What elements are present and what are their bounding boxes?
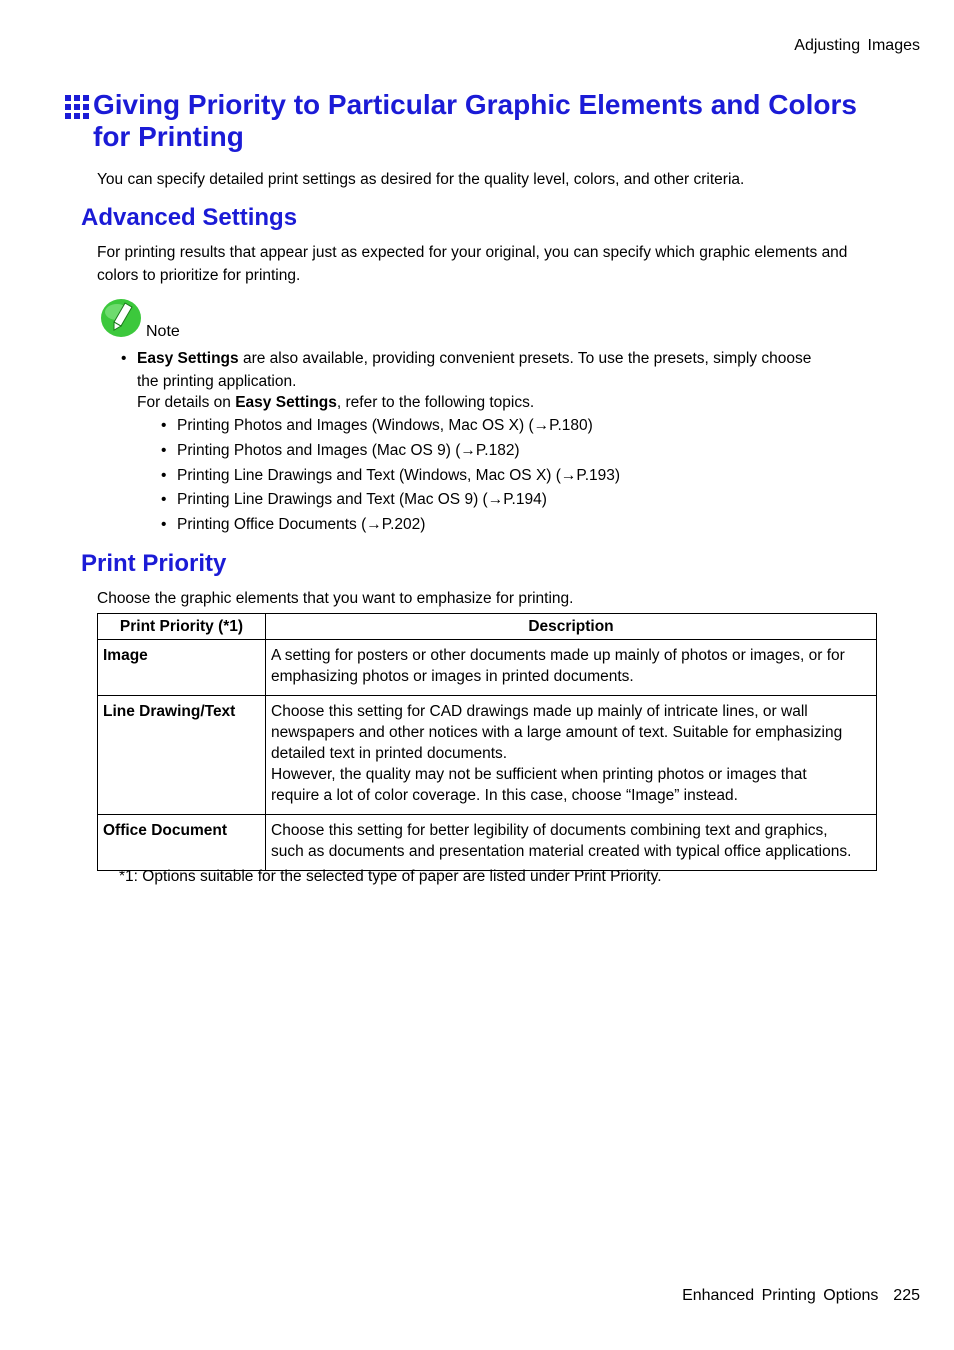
- topic-link[interactable]: Printing Photos and Images (Windows, Mac OS X) (→P.180): [177, 417, 593, 434]
- bullet: •: [161, 491, 167, 509]
- details-suffix: , refer to the following topics.: [336, 394, 535, 411]
- description-line: newspapers and other notices with a large amount of text. Suitable for emphasizing: [271, 724, 843, 741]
- table-row: [98, 815, 877, 871]
- list-item[interactable]: [161, 439, 620, 464]
- topic-link[interactable]: Printing Office Documents (→P.202): [177, 516, 426, 534]
- page-number: 225: [893, 1287, 920, 1304]
- intro-paragraph: You can specify detailed print settings as desired for the quality level, colors, and other criteria.: [97, 171, 745, 188]
- note-bullet-line-1: [121, 347, 881, 370]
- table-footnote: *1: Options suitable for the selected type of paper are listed under Print Priority.: [119, 868, 662, 885]
- easy-settings-term: Easy Settings: [137, 350, 239, 367]
- grid-squares-icon: [65, 95, 89, 119]
- list-item[interactable]: [161, 414, 620, 439]
- priority-name: Image: [98, 640, 266, 696]
- description-line: Choose this setting for better legibility of documents combining text and graphics,: [271, 822, 828, 839]
- description-line: require a lot of color coverage. In this case, choose “Image” instead.: [271, 787, 738, 804]
- topic-link[interactable]: Printing Line Drawings and Text (Mac OS 9) (→P.194): [177, 491, 547, 509]
- description-line: such as documents and presentation material created with typical office applications.: [271, 843, 852, 860]
- description-line: detailed text in printed documents.: [271, 745, 508, 762]
- bullet: •: [161, 466, 167, 484]
- table-row: [98, 640, 877, 696]
- bullet: •: [121, 350, 127, 367]
- note-details-line: [137, 391, 534, 414]
- advanced-body-line-2: colors to prioritize for printing.: [97, 267, 301, 284]
- details-prefix: For details on: [137, 394, 236, 411]
- advanced-settings-heading: Advanced Settings: [81, 204, 298, 231]
- list-item[interactable]: [161, 513, 620, 538]
- note-bullet-line-2: the printing application.: [137, 373, 297, 390]
- pencil-note-icon: [100, 298, 142, 338]
- topic-link[interactable]: Printing Line Drawings and Text (Windows, Mac OS X) (→P.193): [177, 466, 621, 484]
- priority-name: Office Document: [98, 815, 266, 871]
- description-line: However, the quality may not be sufficient when printing photos or images that: [271, 766, 807, 783]
- note-label: Note: [146, 323, 180, 340]
- description-line: emphasizing photos or images in printed documents.: [271, 668, 634, 685]
- list-item[interactable]: [161, 464, 620, 489]
- easy-settings-term-2: Easy Settings: [235, 394, 337, 411]
- topic-link[interactable]: Printing Photos and Images (Mac OS 9) (→P.182): [177, 441, 520, 459]
- note-text-1: are also available, providing convenient presets. To use the presets, simply choose: [238, 350, 812, 367]
- column-header: Print Priority (*1): [98, 614, 266, 640]
- column-header: Description: [266, 614, 877, 640]
- running-header: Adjusting Images: [794, 37, 920, 54]
- list-item[interactable]: [161, 488, 620, 513]
- priority-description: [266, 640, 877, 696]
- page-title: Giving Priority to Particular Graphic Elements and Colors for Printing: [93, 89, 857, 152]
- table-header-row: [98, 614, 877, 640]
- print-priority-intro: Choose the graphic elements that you want to emphasize for printing.: [97, 590, 574, 607]
- print-priority-table: [97, 613, 877, 871]
- table-row: [98, 696, 877, 815]
- print-priority-heading: Print Priority: [81, 550, 227, 577]
- bullet: •: [161, 441, 167, 459]
- bullet: •: [161, 516, 167, 534]
- description-line: A setting for posters or other documents made up mainly of photos or images, or for: [271, 647, 845, 664]
- page-footer: [682, 1287, 920, 1305]
- priority-description: [266, 815, 877, 871]
- priority-description: [266, 696, 877, 815]
- topic-list: [161, 414, 620, 538]
- bullet: •: [161, 417, 167, 434]
- footer-section: Enhanced Printing Options: [682, 1287, 879, 1304]
- priority-name: Line Drawing/Text: [98, 696, 266, 815]
- description-line: Choose this setting for CAD drawings made up mainly of intricate lines, or wall: [271, 703, 808, 720]
- advanced-body-line-1: For printing results that appear just as expected for your original, you can specify which graphic elements and: [97, 244, 848, 261]
